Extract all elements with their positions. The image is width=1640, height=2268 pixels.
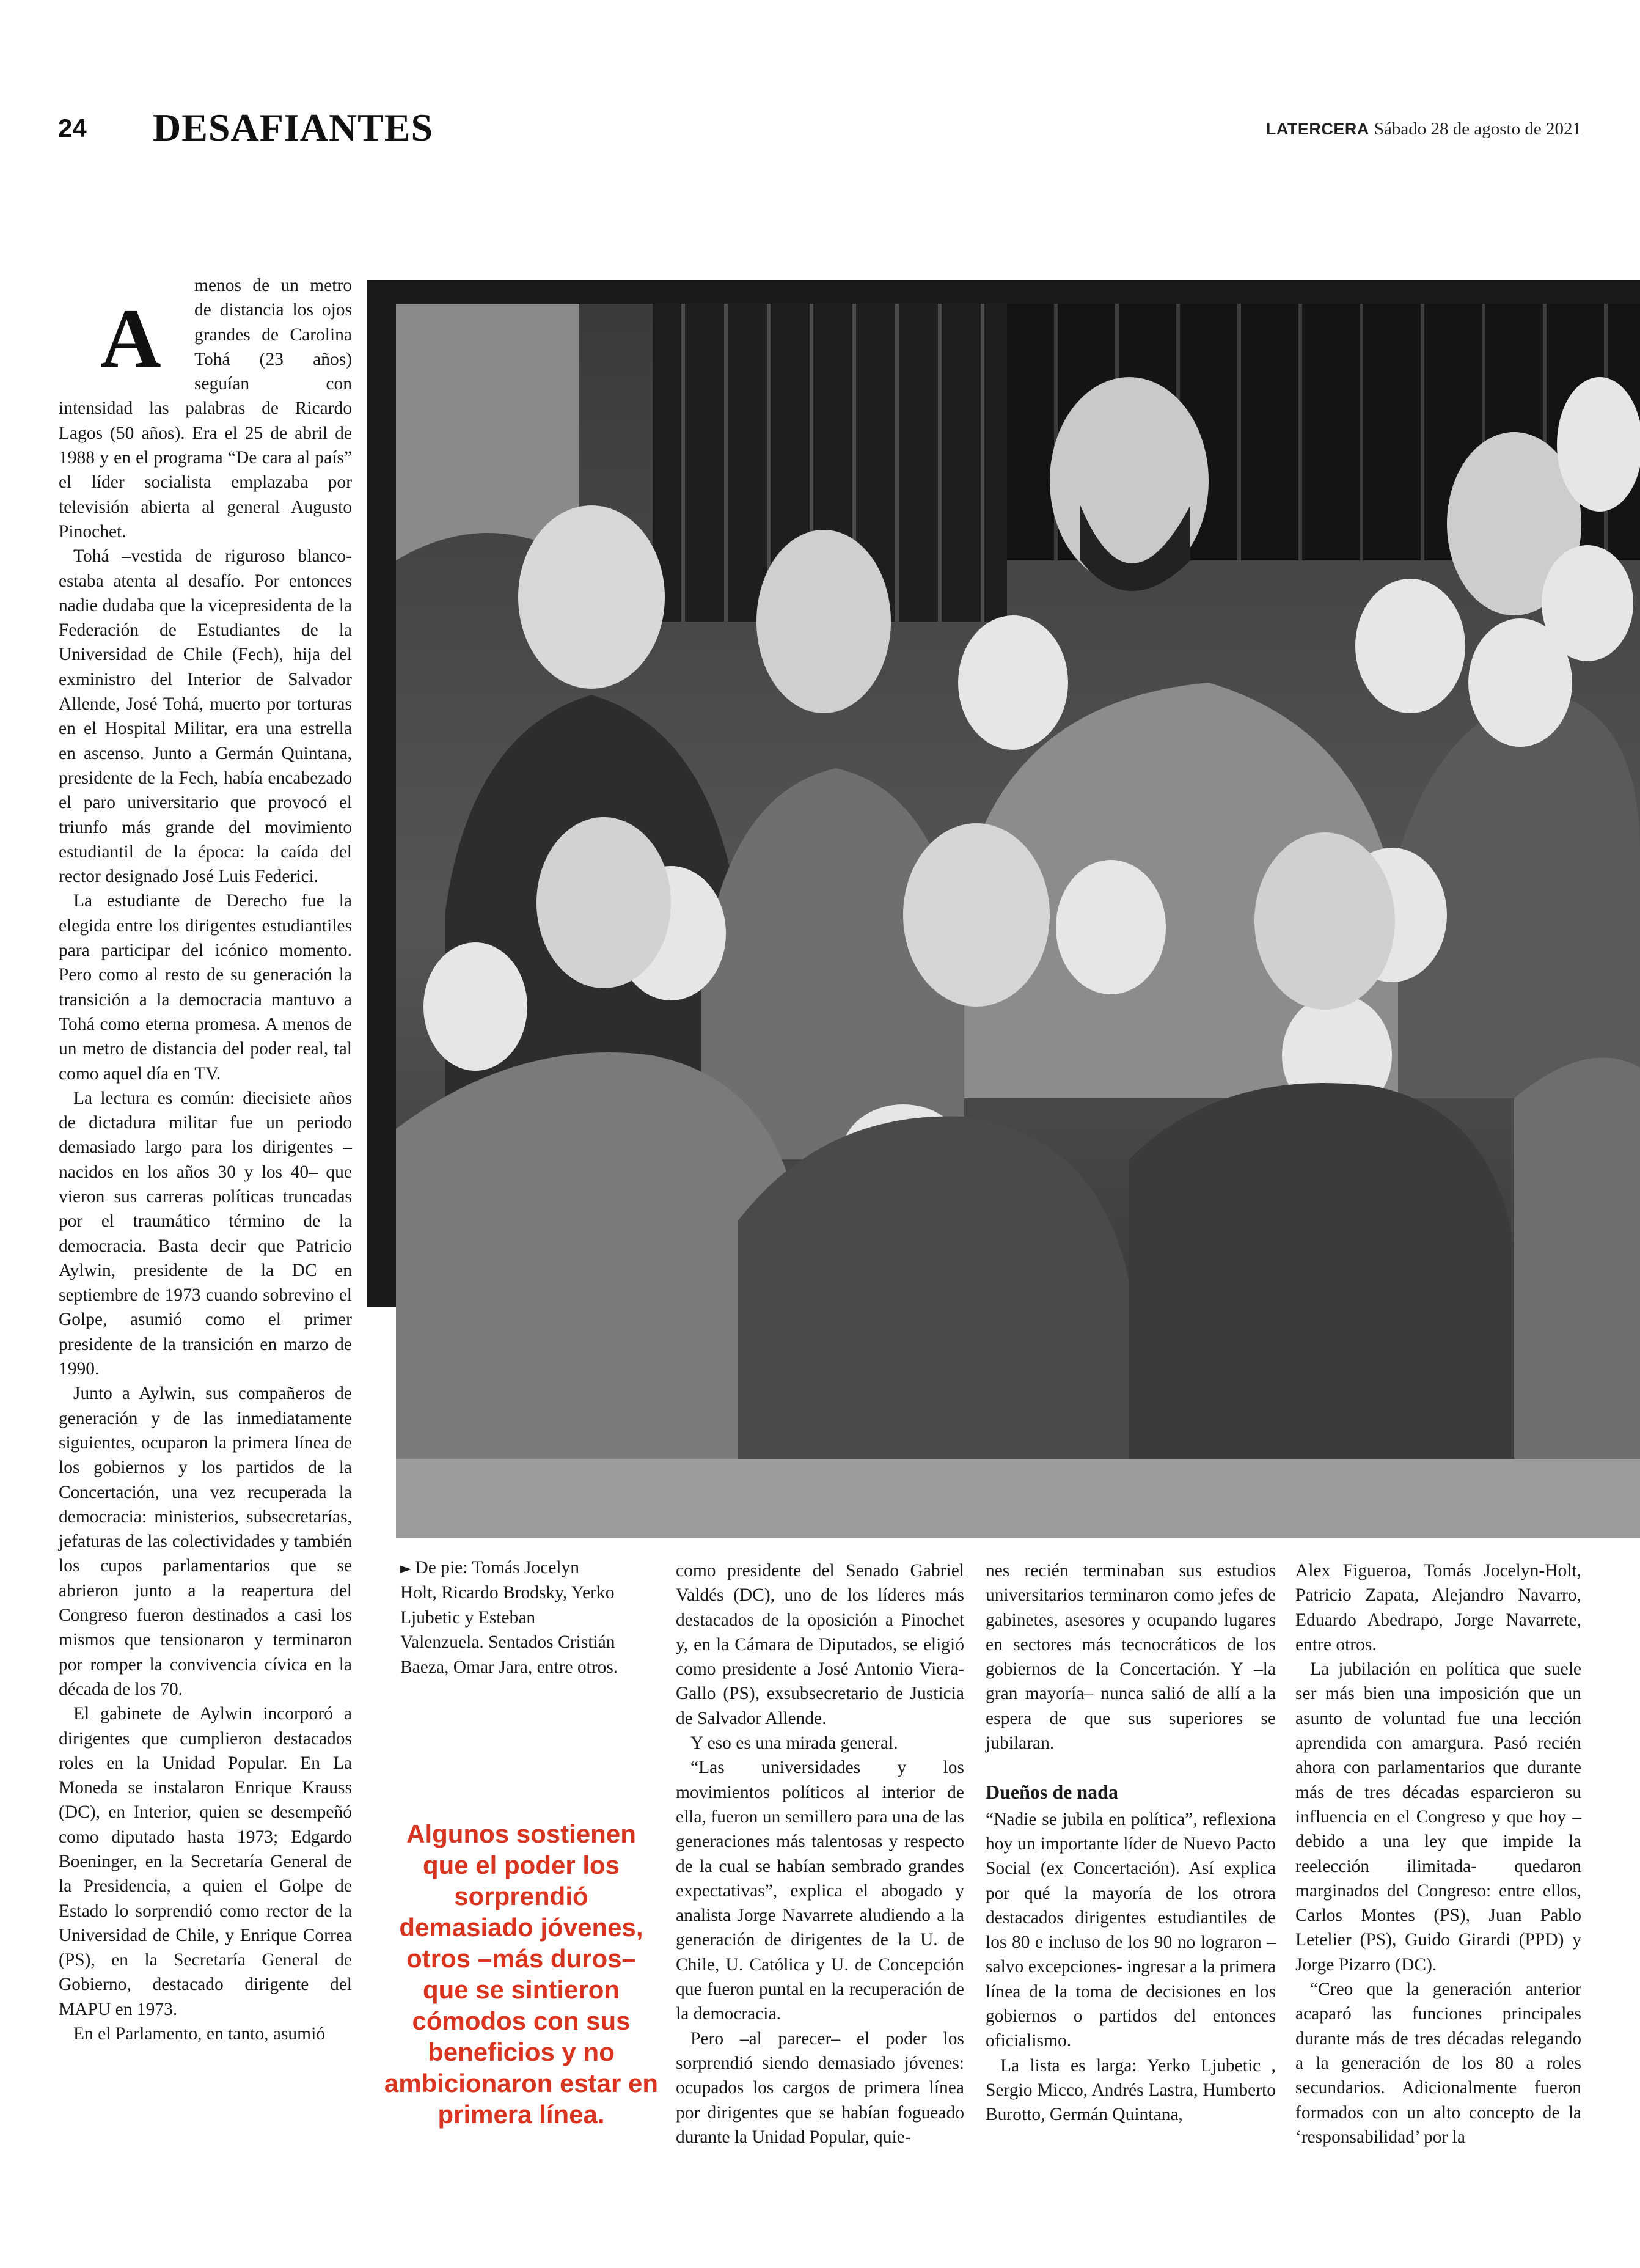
dropcap-box [59, 273, 194, 395]
caption-text: De pie: Tomás Jocelyn Holt, Ricardo Brodsky, Yerko Ljubetic y Esteban Valenzuela. Sentados Cristián Baeza, Omar Jara, entre otros. [400, 1558, 618, 1677]
masthead [1266, 119, 1581, 139]
photo-caption [400, 1555, 620, 1679]
paragraph: Tohá –vestida de riguroso blanco- estaba atenta al desafío. Por entonces nadie dudaba que la vicepresidenta de la Federación de Estudiantes de la Universidad de Chile (Fech), hija del exministro del Interior de Salvador Allende, José Tohá, muerto por torturas en el Hospital Militar, era una estrella en ascenso. Junto a Germán Quintana, presidente de la Fech, había encabezado el paro universitario que provocó el triunfo más grande del movimiento estudiantil de la época: la caída del rector designado José Luis Federici. [59, 546, 352, 887]
paragraph: El gabinete de Aylwin incorporó a dirigentes que cumplieron destacados roles en la Unidad Popular. En La Moneda se instalaron Enrique Krauss (DC), en Interior, quien se desempeñó como diputado hasta 1973; Edgardo Boeninger, en la Secretaría General de la Presidencia, a quien el Golpe de Estado lo sorprendió como rector de la Universidad de Chile, y Enrique Correa (PS), en la Secretaría General de Gobierno, destacado dirigente del MAPU en 1973. [59, 1704, 352, 2019]
group-photo-illustration [396, 304, 1640, 1538]
group-photo [396, 304, 1640, 1538]
paragraph: La lista es larga: Yerko Ljubetic , Sergio Micco, Andrés Lastra, Humberto Burotto, Germán Quintana, [986, 2055, 1276, 2125]
paragraph: menos de un metro de distancia los ojos grandes de Carolina Tohá (23 años) seguían con intensidad las palabras de Ricardo Lagos (50 años). Era el 25 de abril de 1988 y en el programa “De cara al país” el líder socialista emplazaba por televisión abierta al general Augusto Pinochet. [59, 276, 352, 541]
caption-arrow-icon: ► [400, 1560, 412, 1577]
article-column-1 [59, 273, 352, 2046]
paragraph: Alex Figueroa, Tomás Jocelyn-Holt, Patricio Zapata, Alejandro Navarro, Eduardo Abedrapo, Jorge Navarrete, entre otros. [1295, 1561, 1581, 1654]
pull-quote: Algunos sostienen que el poder los sorprendió demasiado jóvenes, otros –más duros– que se sintieron cómodos con sus beneficios y no ambicionaron estar en primera línea. [384, 1819, 659, 2129]
dropcap: A [100, 292, 161, 385]
paragraph: “Creo que la generación anterior acaparó las funciones principales durante más de tres décadas relegando a la generación de los 80 a roles secundarios. Adicionalmente fueron formados con un alto concepto de la ‘responsabilidad’ por la [1295, 1980, 1581, 2147]
paragraph: Junto a Aylwin, sus compañeros de generación y de las inmediatamente siguientes, ocuparon la primera línea de los gobiernos y los partidos de la Concertación, una vez recuperada la democracia: ministerios, subsecretarías, jefaturas de las colectividades y también los cupos parlamentarios que se abrieron junto a la reapertura del Congreso fueron destinados a casi los mismos que tensionaron y terminaron por romper la convivencia cívica en la década de los 70. [59, 1384, 352, 1699]
subheading: Dueños de nada [986, 1781, 1118, 1804]
paragraph: “Las universidades y los movimientos políticos al interior de ella, fueron un semillero para una de las generaciones más talentosas y respecto de la cual se habían sembrado grandes expectativas”, explica el abogado y analista Jorge Navarrete aludiendo a la generación de dirigentes de la U. de Chile, U. Católica y U. de Concepción que fueron puntal en la recuperación de la democracia. [676, 1758, 964, 2024]
page-number: 24 [58, 114, 87, 142]
paragraph: La estudiante de Derecho fue la elegida entre los dirigentes estudiantiles para participar del icónico momento. Pero como al resto de su generación la transición a la democracia mantuvo a Tohá como eterna promesa. A menos de un metro de distancia del poder real, tal como aquel día en TV. [59, 891, 352, 1084]
paragraph: Y eso es una mirada general. [690, 1733, 898, 1753]
article-column-4 [1295, 1558, 1581, 2149]
section-title: DESAFIANTES [153, 106, 434, 149]
paragraph: En el Parlamento, en tanto, asumió [73, 2024, 326, 2044]
paragraph: La jubilación en política que suele ser más bien una imposición que un asunto de voluntad fue una lección aprendida con amargura. Pasó recién ahora con parlamentarios que durante más de tres décadas esparcieron su influencia en el Congreso y que hoy –debido a una ley que impide la reelección ilimitada- quedaron marginados del Congreso: entre ellos, Carlos Montes (PS), Juan Pablo Letelier (PS), Guido Girardi (PPD) y Jorge Pizarro (DC). [1295, 1659, 1581, 1975]
paragraph: Pero –al parecer– el poder los sorprendió siendo demasiado jóvenes: ocupados los cargos de primera línea por dirigentes que se habían fogueado durante la Unidad Popular, quie- [676, 2028, 964, 2147]
article-column-2 [676, 1558, 964, 2149]
issue-date: Sábado 28 de agosto de 2021 [1374, 119, 1581, 139]
article-column-3 [986, 1558, 1276, 2127]
paragraph: “Nadie se jubila en política”, reflexiona hoy un importante líder de Nuevo Pacto Social (ex Concertación). Así explica por qué la mayoría de los otrora destacados dirigentes estudiantiles de los 80 e incluso de los 90 no lograron –salvo excepciones- ingresar a la primera línea de la toma de decisiones en los gobiernos o partidos del entonces oficialismo. [986, 1809, 1276, 2051]
paragraph: nes recién terminaban sus estudios universitarios terminaron como jefes de gabinetes, asesores y ocupando lugares en sectores más tecnocráticos de los gobiernos de la Concertación. Y –la gran mayoría– nunca salió de allí a la espera de que sus superiores se jubilaran. [986, 1561, 1276, 1753]
paragraph: La lectura es común: diecisiete años de dictadura militar fue un periodo demasiado largo para los dirigentes –nacidos en los años 30 y los 40– que vieron sus carreras políticas truncadas por el traumático término de la democracia. Basta decir que Patricio Aylwin, presidente de la DC en septiembre de 1973 cuando sobrevino el Golpe, asumió como el primer presidente de la transición en marzo de 1990. [59, 1088, 352, 1379]
paragraph: como presidente del Senado Gabriel Valdés (DC), uno de los líderes más destacados de la oposición a Pinochet y, en la Cámara de Diputados, se eligió como presidente a José Antonio Viera-Gallo (PS), exsubsecretario de Justicia de Salvador Allende. [676, 1561, 964, 1728]
newspaper-brand: LATERCERA [1265, 120, 1369, 138]
